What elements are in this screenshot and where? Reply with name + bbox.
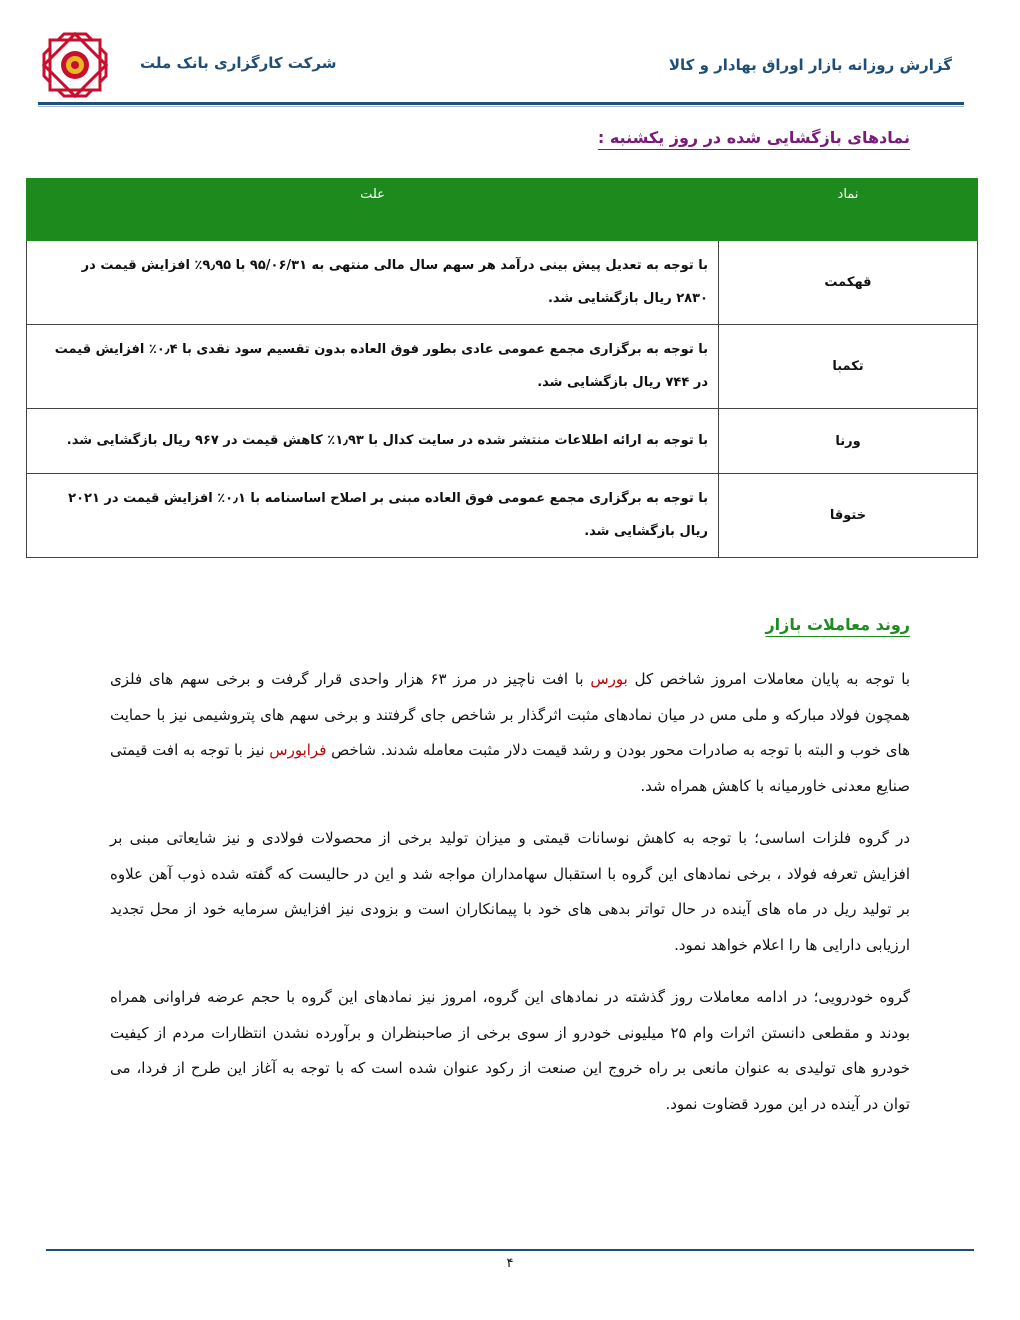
reopened-heading: نمادهای بازگشایی شده در روز یکشنبه :	[597, 128, 910, 147]
column-header-reason: علت	[27, 179, 719, 241]
table-row	[27, 474, 978, 558]
paragraph-index	[110, 662, 910, 804]
text-run: با افت ناچیز در مرز ۶۳ هزار واحدی قرار گرفت و برخی سهم های فلزی همچون فولاد مبارکه و ملی مس در میان نمادهای مثبت اثرگذار بر شاخص جای گرفتند و برخی سهم های پتروشیمی نیز با حمایت های خوب و البته با توجه به صادرات محور بودن و رشد قیمت دلار مثبت معامله شدند. شاخص	[110, 670, 910, 759]
symbol-cell: قهکمت	[719, 241, 978, 325]
report-title: گزارش روزانه بازار اوراق بهادار و کالا	[668, 56, 952, 74]
column-header-symbol: نماد	[719, 179, 978, 241]
table-header-row	[27, 179, 978, 241]
bank-mellat-logo	[38, 28, 112, 102]
footer-rule	[46, 1249, 974, 1251]
page-number: ۴	[506, 1256, 514, 1271]
market-trend-heading: روند معاملات بازار	[765, 615, 910, 634]
company-name: شرکت کارگزاری بانک ملت	[140, 54, 337, 72]
bourse-highlight: بورس	[590, 670, 628, 688]
table-row	[27, 409, 978, 474]
paragraph-basic-metals: در گروه فلزات اساسی؛ با توجه به کاهش نوسانات قیمتی و میزان تولید برخی از محصولات فولادی و نیز شایعاتی مبنی بر افزایش تعرفه فولاد ، برخی نمادهای این گروه با استقبال سهامداران مواجه شد و این در حالیست که گفته شده ذوب آهن علاوه بر تولید ریل در ماه های آینده در حال تواتر بدهی های خود با پیمانکاران است و بزودی نیز افزایش سرمایه خود از محل تجدید ارزیابی دارایی ها را اعلام خواهد نمود.	[110, 829, 910, 954]
market-commentary	[110, 662, 910, 1139]
header-rule	[38, 102, 964, 105]
farabourse-highlight: فرابورس	[269, 741, 327, 759]
paragraph-automotive: گروه خودرویی؛ در ادامه معاملات روز گذشته در نمادهای این گروه، امروز نیز نمادهای این گروه با حجم عرضه فراوانی همراه بودند و مقطعی دانستن اثرات وام ۲۵ میلیونی خودرو از سوی برخی از صاحبنظران و برآورده نشدن انتظارات مردم از کیفیت خودرو های تولیدی به عنوان مانعی بر راه خروج این صنعت از رکود عنوان شده است که با توجه به آغاز این طرح از فردا، می توان در آینده در این مورد قضاوت نمود.	[110, 988, 911, 1113]
symbol-cell: ختوقا	[719, 474, 978, 558]
reason-cell: با توجه به ارائه اطلاعات منتشر شده در سایت کدال با ۱٫۹۳٪ کاهش قیمت در ۹۶۷ ریال بازگشایی شد.	[27, 409, 719, 474]
reopened-symbols-table	[26, 178, 978, 558]
text-run: نیز با توجه به افت قیمتی صنایع معدنی خاورمیانه با کاهش همراه شد.	[110, 741, 910, 795]
symbol-cell: ورنا	[719, 409, 978, 474]
reason-cell: با توجه به برگزاری مجمع عمومی عادی بطور فوق العاده بدون تقسیم سود نقدی با ۰٫۴٪ افزایش قیمت در ۷۴۴ ریال بازگشایی شد.	[27, 325, 719, 409]
reason-cell: با توجه به تعدیل پیش بینی درآمد هر سهم سال مالی منتهی به ۹۵/۰۶/۳۱ با ۹٫۹۵٪ افزایش قیمت در ۲۸۳۰ ریال بازگشایی شد.	[27, 241, 719, 325]
text-run: با توجه به پایان معاملات امروز شاخص کل	[627, 670, 911, 688]
table-row	[27, 241, 978, 325]
symbol-cell: تکمبا	[719, 325, 978, 409]
header-rule-thin	[38, 106, 964, 107]
table-row	[27, 325, 978, 409]
reason-cell: با توجه به برگزاری مجمع عمومی فوق العاده مبنی بر اصلاح اساسنامه با ۰٫۱٪ افزایش قیمت در ۲۰۲۱ ریال بازگشایی شد.	[27, 474, 719, 558]
